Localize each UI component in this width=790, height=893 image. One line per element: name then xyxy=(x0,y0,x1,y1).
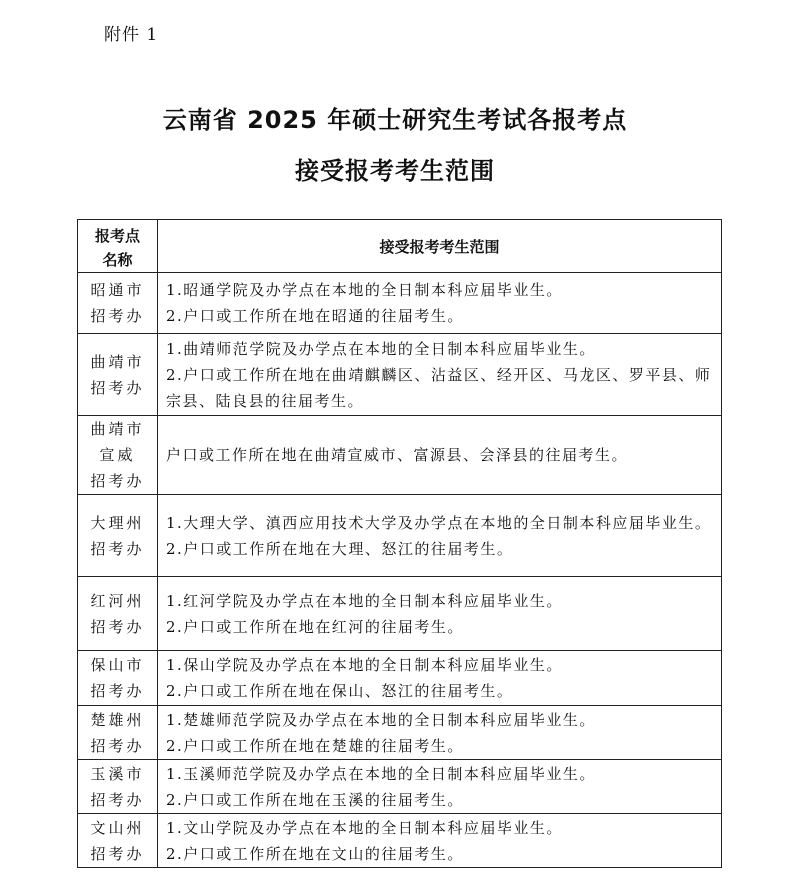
scope-item: 2.户口或工作所在地在曲靖麒麟区、沾益区、经开区、马龙区、罗平县、师宗县、陆良县的往届考生。 xyxy=(166,365,712,410)
station-name-line: 楚雄州 xyxy=(90,710,145,729)
station-name xyxy=(78,416,158,495)
document-title-line2: 接受报考考生范围 xyxy=(295,157,495,185)
station-name-line: 招考办 xyxy=(90,790,145,809)
scope-item: 2.户口或工作所在地在楚雄的往届考生。 xyxy=(166,736,464,755)
header-station-name-line1: 报考点 xyxy=(94,226,140,245)
attachment-label: 附件 1 xyxy=(104,25,159,45)
station-name xyxy=(78,334,158,416)
table-row xyxy=(78,706,722,760)
table-row xyxy=(78,814,722,868)
scope-cell xyxy=(158,651,722,706)
scope-table xyxy=(77,219,722,868)
table-row xyxy=(78,760,722,814)
table-row xyxy=(78,577,722,651)
scope-cell xyxy=(158,814,722,868)
station-name-line: 文山州 xyxy=(90,818,145,837)
scope-cell xyxy=(158,760,722,814)
scope-item: 1.文山学院及办学点在本地的全日制本科应届毕业生。 xyxy=(166,818,563,837)
scope-cell xyxy=(158,495,722,577)
document-title-line1: 云南省 2025 年硕士研究生考试各报考点 xyxy=(162,106,628,134)
scope-cell xyxy=(158,273,722,334)
station-name-line: 玉溪市 xyxy=(90,764,145,783)
header-station-name xyxy=(78,220,158,273)
scope-item: 2.户口或工作所在地在大理、怒江的往届考生。 xyxy=(166,539,514,558)
scope-item: 1.玉溪师范学院及办学点在本地的全日制本科应届毕业生。 xyxy=(166,764,596,783)
station-name-line: 招考办 xyxy=(90,307,145,325)
station-name-line: 曲靖市 xyxy=(90,420,145,438)
station-name-line: 红河州 xyxy=(90,591,145,610)
table-row xyxy=(78,334,722,416)
station-name-line: 招考办 xyxy=(90,736,145,755)
header-scope: 接受报考考生范围 xyxy=(158,220,722,273)
scope-item: 1.大理大学、滇西应用技术大学及办学点在本地的全日制本科应届毕业生。 xyxy=(166,513,712,532)
station-name xyxy=(78,577,158,651)
scope-cell xyxy=(158,577,722,651)
station-name xyxy=(78,273,158,334)
station-name xyxy=(78,706,158,760)
station-name xyxy=(78,651,158,706)
table-row xyxy=(78,651,722,706)
table-row xyxy=(78,273,722,334)
station-name xyxy=(78,760,158,814)
header-station-name-line2: 名称 xyxy=(102,250,133,269)
scope-item: 2.户口或工作所在地在文山的往届考生。 xyxy=(166,844,464,863)
table-header-row xyxy=(78,220,722,273)
station-name xyxy=(78,814,158,868)
station-name-line: 招考办 xyxy=(90,682,145,700)
station-name-line: 大理州 xyxy=(90,513,145,532)
scope-item: 1.红河学院及办学点在本地的全日制本科应届毕业生。 xyxy=(166,591,563,610)
station-name-line: 宣威 xyxy=(99,446,136,464)
scope-item: 户口或工作所在地在曲靖宣威市、富源县、会泽县的往届考生。 xyxy=(166,446,629,464)
table-row xyxy=(78,416,722,495)
scope-cell xyxy=(158,706,722,760)
station-name-line: 招考办 xyxy=(90,844,145,863)
scope-cell xyxy=(158,334,722,416)
station-name-line: 昭通市 xyxy=(90,281,145,299)
scope-item: 1.昭通学院及办学点在本地的全日制本科应届毕业生。 xyxy=(166,281,563,299)
station-name-line: 曲靖市 xyxy=(90,352,145,371)
station-name xyxy=(78,495,158,577)
scope-item: 2.户口或工作所在地在昭通的往届考生。 xyxy=(166,307,464,325)
scope-item: 1.保山学院及办学点在本地的全日制本科应届毕业生。 xyxy=(166,656,563,674)
table-row xyxy=(78,495,722,577)
station-name-line: 招考办 xyxy=(90,472,145,490)
station-name-line: 保山市 xyxy=(90,656,145,674)
scope-item: 2.户口或工作所在地在红河的往届考生。 xyxy=(166,617,464,636)
station-name-line: 招考办 xyxy=(90,617,145,636)
scope-item: 1.曲靖师范学院及办学点在本地的全日制本科应届毕业生。 xyxy=(166,339,596,358)
station-name-line: 招考办 xyxy=(90,539,145,558)
scope-item: 2.户口或工作所在地在玉溪的往届考生。 xyxy=(166,790,464,809)
scope-item: 2.户口或工作所在地在保山、怒江的往届考生。 xyxy=(166,682,514,700)
scope-item: 1.楚雄师范学院及办学点在本地的全日制本科应届毕业生。 xyxy=(166,710,596,729)
station-name-line: 招考办 xyxy=(90,378,145,397)
scope-cell xyxy=(158,416,722,495)
